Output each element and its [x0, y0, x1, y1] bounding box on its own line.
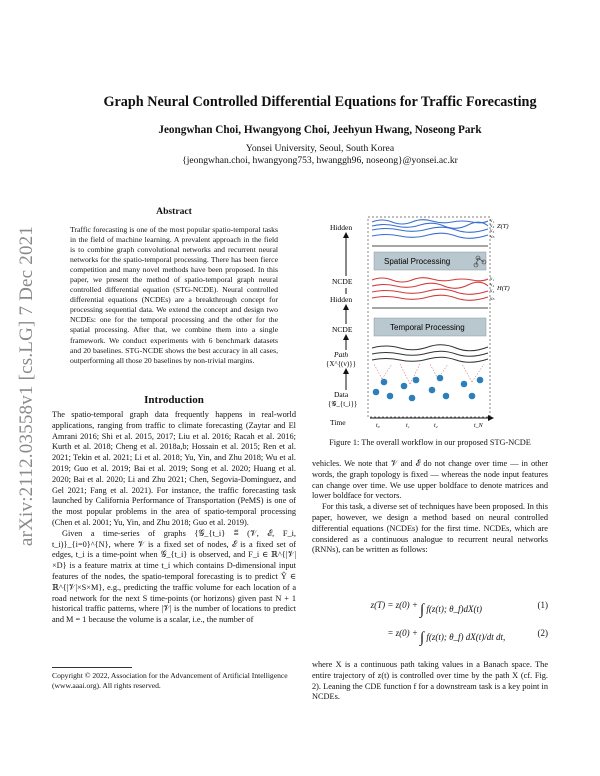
- equation-1: [312, 592, 548, 618]
- node: [429, 387, 436, 394]
- node: [387, 393, 394, 400]
- node: [469, 393, 476, 400]
- intro-paragraph-2: Given a time-series of graphs {𝒢_{t_i} ≝ (𝒱, ℰ, F_i, t_i)}_{i=0}^{N}, where 𝒱 is a fixed set of nodes, ℰ is a fixed set of edges, t_i is a time-point when 𝒢_{t_i} is observed, and F_i ∈ ℝ^{|𝒱|×D} is a feature matrix at time t_i which contains D-dimensional input features of the nodes, the spatio-temporal forecasting is to predict Ŷ ∈ ℝ^{|𝒱|×S×M}, e.g., predicting the traffic volume for each location of a road network for the next S time-points (or horizons) given past N + 1 historical traffic patterns, where |𝒱| is the number of locations to predict and M = 1 because the volume is a scalar, i.e., the number of: [52, 528, 296, 625]
- graph-snapshots: [374, 364, 484, 384]
- workflow-figure: [312, 214, 518, 432]
- arxiv-identifier: [14, 196, 40, 576]
- eq2-rhs: ∫ f(z(t); θ_f) dX(t)/dt dt,: [420, 630, 506, 646]
- graph-nodes: [373, 375, 484, 402]
- paper-title: Graph Neural Controlled Differential Equations for Traffic Forecasting: [103, 94, 537, 110]
- label-hidden-mid: Hidden: [330, 295, 353, 304]
- h-label: H(T): [497, 285, 510, 292]
- eq2-integrand: f(z(t); θ_f) dX(t)/dt dt,: [426, 632, 506, 642]
- right-column-body-2: [312, 660, 548, 703]
- label-ncde-bottom: NCDE: [332, 325, 353, 334]
- right-paragraph-1: vehicles. We note that 𝒱 and ℰ do not change over time — in other words, the graph topology is fixed — whereas the node input features can change over time. We use upper boldface to denote matrices and lower boldface for vectors.: [312, 459, 548, 501]
- tick-t0: t₀: [376, 423, 380, 429]
- abstract-heading: Abstract: [156, 206, 192, 217]
- tick-tn: t_N: [474, 423, 483, 429]
- figure-caption: Figure 1: The overall workflow in our proposed STG-NCDE: [329, 438, 531, 447]
- eq1-number: (1): [537, 600, 548, 610]
- time-axis-arrowhead: [488, 415, 494, 421]
- equations: [312, 592, 548, 652]
- right-column-body: [312, 459, 548, 556]
- label-data: Data: [334, 390, 349, 399]
- copyright-footnote: Copyright © 2022, Association for the Advancement of Artificial Intelligence (www.aaai.org). All rights reserved.: [52, 671, 288, 690]
- author-emails: {jeongwhan.choi, hwangyong753, hwanggh96, noseong}@yonsei.ac.kr: [182, 155, 458, 166]
- node: [381, 379, 388, 386]
- eq1-lhs: z(T) = z(0) +: [370, 600, 418, 610]
- arrowhead-4: [343, 334, 349, 340]
- v-label-mid-n: vₙ: [490, 297, 495, 302]
- v-label-mid-2: v₂: [490, 283, 495, 288]
- v-label-top-1: v₁: [490, 219, 495, 224]
- node: [443, 393, 450, 400]
- node: [373, 389, 380, 396]
- eq2-lhs: = z(0) +: [387, 628, 418, 638]
- hidden-lines-top: [372, 220, 488, 239]
- v-label-top-n: vₙ: [490, 235, 495, 240]
- label-data-symbol: {𝒢_{t_i}}: [328, 400, 358, 408]
- arxiv-id-text: arXiv:2112.03558v1 [cs.LG] 7 Dec 2021: [16, 225, 38, 547]
- label-path-symbol: {X^{(v)}}: [326, 360, 356, 368]
- node: [461, 381, 468, 388]
- node: [437, 375, 444, 382]
- tick-t2: t₂: [434, 423, 438, 429]
- path-lines: [372, 345, 488, 363]
- v-label-mid-3: v₃: [490, 289, 495, 294]
- tick-t1: t₁: [406, 423, 410, 429]
- z-label: Z(T): [497, 223, 509, 230]
- right-paragraph-3: where X is a continuous path taking values in a Banach space. The entire trajectory of z(t) is controlled over time by the path X (cf. Fig. 2). Leaning the CDE function f for a downstream task is a key point in NCDEs.: [312, 660, 548, 702]
- node: [409, 395, 416, 402]
- diagram-frame: [368, 217, 490, 417]
- hidden-lines-mid: [372, 278, 488, 301]
- eq2-number: (2): [537, 628, 548, 638]
- v-label-top-2: v₂: [490, 224, 495, 229]
- spatial-processing-label: Spatial Processing: [384, 257, 451, 266]
- intro-paragraph-1: The spatio-temporal graph data frequently happens in real-world applications, ranging from traffic to climate forecasting (Zaytar and El Amrani 2016; Shi et al. 2015, 2017; Liu et al. 2016; Racah et al. 2016; Kurth et al. 2018; Cheng et al. 2018a,b; Hossain et al. 2015; Ren et al. 2021; Tekin et al. 2021; Li et al. 2018; Yu, Yin, and Zhu 2018; Wu et al. 2019; Guo et al. 2019; Bai et al. 2019; Song et al. 2020; Huang et al. 2020; Bai et al. 2020; Li and Zhu 2021; Chen, Segovia-Dominguez, and Gel 2021; Fang et al. 2021). For instance, the traffic forecasting task launched by California Performance of Transportation (PeMS) is one of the most popular problems in the area of spatio-temporal processing (Chen et al. 2001; Yu, Yin, and Zhu 2018; Guo et al. 2019).: [52, 410, 296, 527]
- arrowhead-3: [343, 304, 349, 310]
- affiliation: Yonsei University, Seoul, South Korea: [245, 143, 395, 154]
- affiliation-block: [60, 143, 580, 167]
- label-hidden-top: Hidden: [330, 223, 353, 232]
- v-label-mid-1: v₁: [490, 277, 495, 282]
- introduction-heading: Introduction: [144, 394, 204, 406]
- arrowhead-1: [343, 232, 349, 238]
- paper-authors: Jeongwhan Choi, Hwangyong Choi, Jeehyun Hwang, Noseong Park: [158, 124, 482, 136]
- abstract-section: [52, 206, 296, 366]
- label-time: Time: [330, 418, 346, 427]
- label-path: Path: [334, 350, 349, 359]
- abstract-text: Traffic forecasting is one of the most popular spatio-temporal tasks in the field of machine learning. A prevalent approach in the field is to combine graph convolutional networks and recurrent neural networks for the spatio-temporal processing. There has been fierce competition and many novel methods have been proposed. In this paper, we present the method of spatio-temporal graph neural controlled differential equation (STG-NCDE). Neural controlled differential equations (NCDEs) are a breakthrough concept for processing sequential data. We extend the concept and design two NCDEs: one for the temporal processing and the other for the spatial processing. After that, we combine them into a single framework. We conduct experiments with 6 benchmark datasets and 20 baselines. STG-NCDE shows the best accuracy in all cases, outperforming all those 20 baselines by non-trivial margins.: [70, 225, 278, 365]
- temporal-processing-label: Temporal Processing: [390, 323, 465, 332]
- label-ncde-top: NCDE: [332, 277, 353, 286]
- eq1-integrand: f(z(t); θ_f)dX(t): [426, 604, 483, 614]
- arrowhead-5: [343, 368, 349, 374]
- v-label-top-3: v₃: [490, 229, 495, 234]
- introduction-body: [52, 410, 296, 626]
- node: [477, 377, 484, 384]
- right-paragraph-2: For this task, a diverse set of techniques have been proposed. In this paper, however, we design a method based on neural controlled differential equations (NCDEs) for the first time. NCDEs, which are considered as a continuous analogue to recurrent neural networks (RNNs), can be written as follows:: [312, 502, 548, 555]
- footnote-rule: [52, 667, 132, 668]
- equation-2: [312, 620, 548, 646]
- eq1-rhs: ∫ f(z(t); θ_f)dX(t): [420, 602, 483, 618]
- node: [413, 377, 420, 384]
- node: [401, 383, 408, 390]
